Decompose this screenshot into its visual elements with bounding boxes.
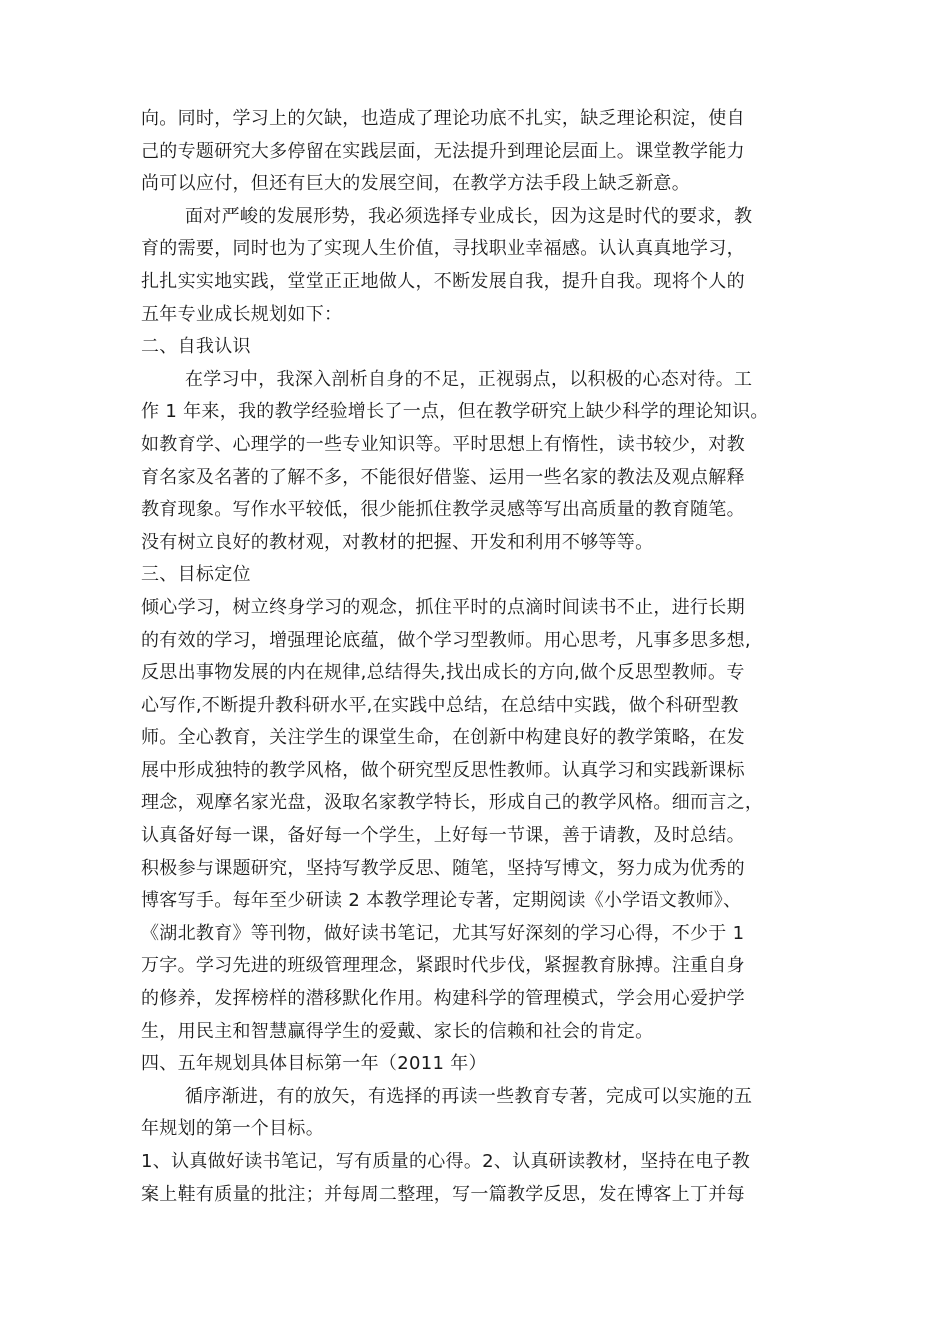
text-line: 理念，观摩名家光盘，汲取名家教学特长，形成自己的教学风格。细而言之， xyxy=(141,792,764,814)
text-line: 《湖北教育》等刊物，做好读书笔记，尤其写好深刻的学习心得，不少于 1 xyxy=(141,922,745,944)
text-line: 展中形成独特的教学风格，做个研究型反思性教师。认真学习和实践新课标 xyxy=(141,759,745,781)
text-line: 五年专业成长规划如下： xyxy=(141,303,343,325)
text-line: 博客写手。每年至少研读 2 本教学理论专著，定期阅读《小学语文教师》、 xyxy=(141,890,742,912)
text-line: 如教育学、心理学的一些专业知识等。平时思想上有惰性，读书较少，对教 xyxy=(141,433,745,455)
text-line: 的有效的学习，增强理论底蕴，做个学习型教师。用心思考，凡事多思多想, xyxy=(141,629,751,651)
text-line: 教育现象。写作水平较低，很少能抓住教学灵感等写出高质量的教育随笔。 xyxy=(141,499,745,521)
text-line: 向。同时，学习上的欠缺，也造成了理论功底不扎实，缺乏理论积淀，使自 xyxy=(141,108,745,129)
text-line: 万字。学习先进的班级管理理念，紧跟时代步伐，紧握教育脉搏。注重自身 xyxy=(141,955,745,977)
text-line: 二、自我认识 xyxy=(141,336,251,358)
text-line: 年规划的第一个目标。 xyxy=(141,1118,324,1140)
text-line: 案上鞋有质量的批注；并每周二整理，写一篇教学反思，发在博客上丁并每 xyxy=(141,1183,745,1205)
text-line: 作 1 年来，我的教学经验增长了一点，但在教学研究上缺少科学的理论知识。 xyxy=(141,401,769,423)
text-line: 倾心学习，树立终身学习的观念，抓住平时的点滴时间读书不止，进行长期 xyxy=(141,596,745,618)
text-line: 的修养，发挥榜样的潜移默化作用。构建科学的管理模式，学会用心爱护学 xyxy=(141,988,745,1010)
text-line: 积极参与课题研究，坚持写教学反思、随笔，坚持写博文，努力成为优秀的 xyxy=(141,857,745,879)
text-line: 育名家及名著的了解不多，不能很好借鉴、运用一些名家的教法及观点解释 xyxy=(141,466,745,488)
text-line: 四、五年规划具体目标第一年（2011 年） xyxy=(141,1053,487,1075)
text-line: 在学习中，我深入剖析自身的不足，正视弱点，以积极的心态对待。工 xyxy=(185,368,753,390)
text-line: 育的需要，同时也为了实现人生价值，寻找职业幸福感。认认真真地学习， xyxy=(141,238,745,260)
text-line: 生，用民主和智慧赢得学生的爱戴、家长的信赖和社会的肯定。 xyxy=(141,1020,654,1042)
text-line: 没有树立良好的教材观，对教材的把握、开发和利用不够等等。 xyxy=(141,531,654,553)
text-line: 认真备好每一课，备好每一个学生，上好每一节课，善于请教，及时总结。 xyxy=(141,825,745,847)
text-line: 面对严峻的发展形势，我必须选择专业成长，因为这是时代的要求，教 xyxy=(185,205,753,227)
text-line: 反思出事物发展的内在规律,总结得失,找出成长的方向,做个反思型教师。专 xyxy=(141,662,745,684)
text-line: 心写作,不断提升教科研水平,在实践中总结，在总结中实践，做个科研型教 xyxy=(141,694,739,716)
body-text xyxy=(141,103,831,1211)
text-line: 师。全心教育，关注学生的课堂生命，在创新中构建良好的教学策略，在发 xyxy=(141,727,745,749)
text-line: 1、认真做好读书笔记，写有质量的心得。2、认真研读教材，坚持在电子教 xyxy=(141,1151,751,1172)
text-line: 扎扎实实地实践，堂堂正正地做人，不断发展自我，提升自我。现将个人的 xyxy=(141,270,745,292)
text-line: 循序渐进，有的放矢，有选择的再读一些教育专著，完成可以实施的五 xyxy=(185,1085,753,1107)
text-line: 己的专题研究大多停留在实践层面，无法提升到理论层面上。课堂教学能力 xyxy=(141,140,745,162)
text-line: 尚可以应付，但还有巨大的发展空间，在教学方法手段上缺乏新意。 xyxy=(141,173,690,195)
text-line: 三、目标定位 xyxy=(141,564,251,586)
